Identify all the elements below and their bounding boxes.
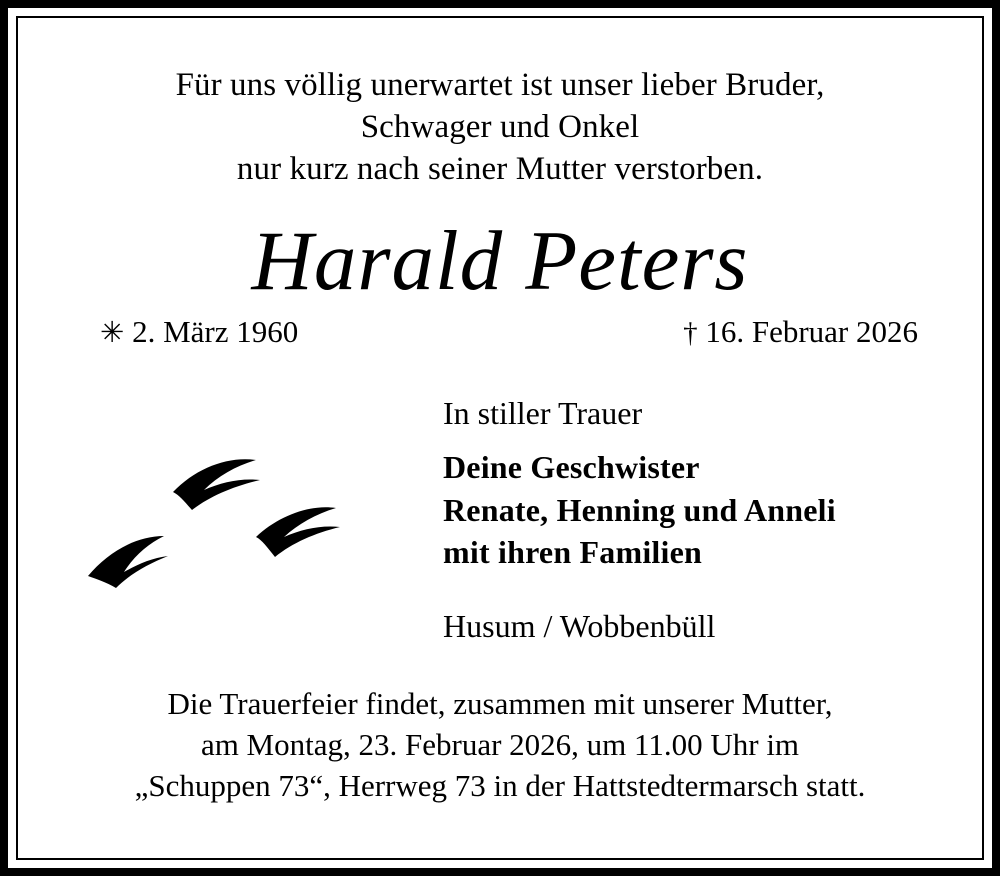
intro-line-3: nur kurz nach seiner Mutter verstorben.: [236, 151, 764, 188]
service-line-3: „Schuppen 73“, Herrweg 73 in der Hattstedtermarsch statt.: [134, 768, 866, 804]
notice-inner-frame: [16, 16, 984, 860]
cross-icon: †: [683, 316, 698, 349]
life-dates: [58, 314, 942, 350]
mourners-block: [443, 388, 942, 574]
intro-text: [58, 64, 942, 191]
intro-line-1: Für uns völlig unerwartet ist unser lieber Bruder,: [175, 67, 825, 103]
mourner-line-3: mit ihren Familien: [443, 534, 702, 571]
mourner-line-2: Renate, Henning und Anneli: [443, 491, 836, 528]
death-date-value: 16. Februar 2026: [705, 313, 918, 349]
death-date: [683, 314, 918, 350]
service-line-1: Die Trauerfeier findet, zusammen mit unserer Mutter,: [167, 685, 833, 721]
birth-date: [100, 314, 298, 350]
birth-date-value: 2. März 1960: [132, 313, 299, 349]
mourner-line-1: Deine Geschwister: [443, 449, 700, 486]
intro-line-2: Schwager und Onkel: [360, 109, 640, 146]
asterisk-icon: ✳: [100, 316, 125, 349]
place-text: Husum / Wobbenbüll: [443, 607, 716, 644]
mourning-section: [58, 388, 942, 645]
deceased-name: Harald Peters: [251, 213, 749, 308]
service-details: [58, 683, 942, 807]
mourning-label: In stiller Trauer: [443, 394, 643, 431]
three-birds-icon: [78, 444, 388, 594]
notice-content: [18, 18, 982, 858]
service-line-2: am Montag, 23. Februar 2026, um 11.00 Uhr im: [200, 726, 800, 762]
